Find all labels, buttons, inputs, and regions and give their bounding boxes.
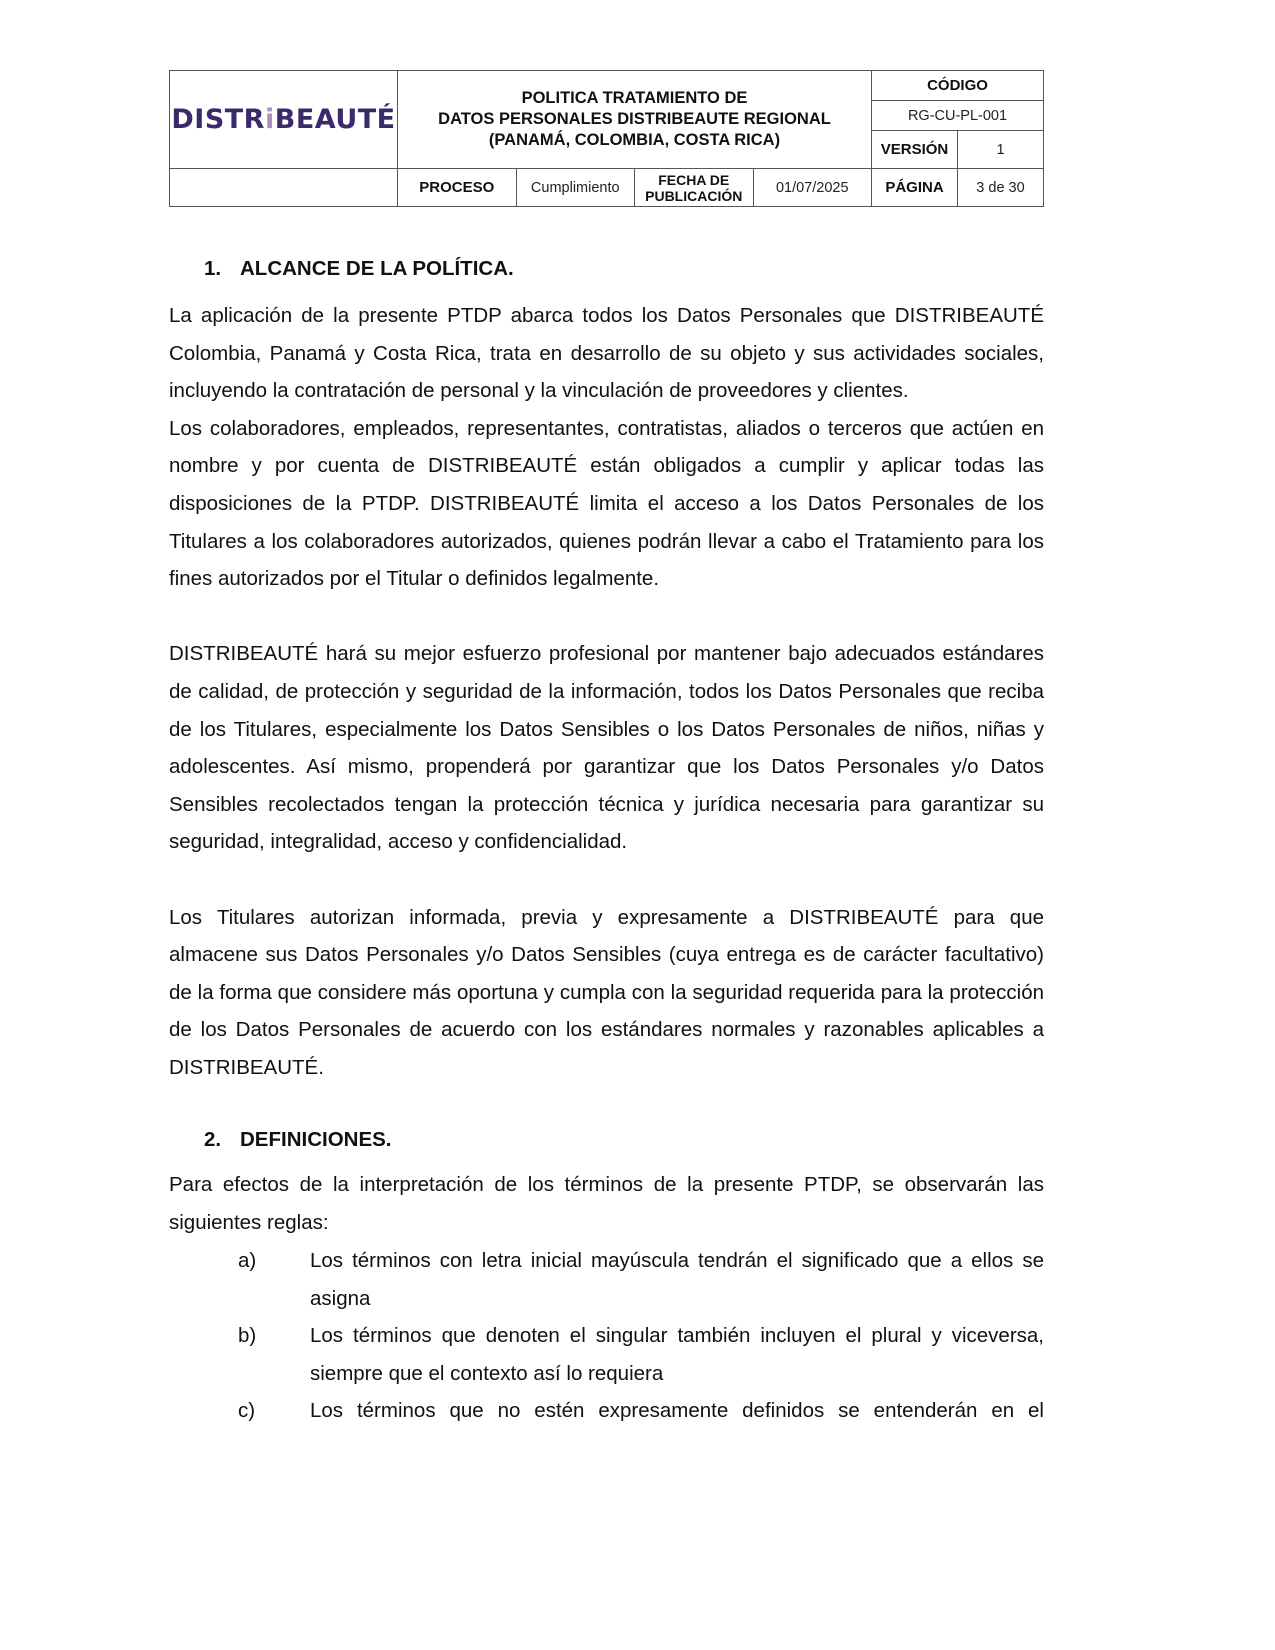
lipstick-icon: i — [264, 104, 275, 135]
section-1-heading: 1. ALCANCE DE LA POLÍTICA. — [204, 257, 514, 280]
codigo-label: CÓDIGO — [872, 71, 1044, 101]
paragraph: Los Titulares autorizan informada, previa y expresamente a DISTRIBEAUTÉ para que almacene sus Datos Personales y/o Datos Sensibles (cuya entrega es de carácter facultativo) de la forma que considere más oportuna y cumpla con la seguridad requerida para la protección de los Datos Personales de acuerdo con los estándares normales y razonables aplicables a DISTRIBEAUTÉ. — [169, 905, 1044, 1079]
paragraph: Para efectos de la interpretación de los términos de la presente PTDP, se observarán las siguientes reglas: — [169, 1173, 1044, 1234]
pagina-value: 3 de 30 — [958, 169, 1044, 207]
fecha-publicacion-label: FECHA DE PUBLICACIÓN — [635, 169, 754, 207]
list-item: b) Los términos que denoten el singular también incluyen el plural y viceversa, siempre que el contexto así lo requiera — [238, 1324, 1044, 1385]
distribeaute-logo: DISTRiBEAUTÉ — [171, 104, 396, 135]
proceso-label: PROCESO — [398, 169, 517, 207]
section-1-body — [169, 297, 1044, 1086]
rules-list — [238, 1242, 1044, 1430]
paragraph: Los colaboradores, empleados, representantes, contratistas, aliados o terceros que actúen en nombre y por cuenta de DISTRIBEAUTÉ están obligados a cumplir y aplicar todas las disposiciones de la PTDP. DISTRIBEAUTÉ limita el acceso a los Datos Personales de los Titulares a los colaboradores autorizados, quienes podrán llevar a cabo el Tratamiento para los fines autorizados por el Titular o definidos legalmente. — [169, 416, 1044, 591]
document-title: POLITICA TRATAMIENTO DE DATOS PERSONALES DISTRIBEAUTE REGIONAL (PANAMÁ, COLOMBIA, COSTA RICA) — [398, 71, 872, 169]
section-2-intro — [169, 1166, 1044, 1241]
logo-cell — [170, 71, 398, 169]
section-2-heading: 2. DEFINICIONES. — [204, 1128, 392, 1151]
list-item: a) Los términos con letra inicial mayúscula tendrán el significado que a ellos se asigna — [238, 1249, 1044, 1310]
fecha-publicacion-value: 01/07/2025 — [753, 169, 872, 207]
document-header-table — [169, 70, 1044, 207]
version-label: VERSIÓN — [872, 131, 958, 169]
pagina-label: PÁGINA — [872, 169, 958, 207]
paragraph: La aplicación de la presente PTDP abarca todos los Datos Personales que DISTRIBEAUTÉ Colombia, Panamá y Costa Rica, trata en desarrollo de su objeto y sus actividades sociales, incluyendo la contratación de personal y la vinculación de proveedores y clientes. — [169, 304, 1044, 403]
codigo-value: RG-CU-PL-001 — [872, 101, 1044, 131]
version-value: 1 — [958, 131, 1044, 169]
paragraph: DISTRIBEAUTÉ hará su mejor esfuerzo profesional por mantener bajo adecuados estándares de calidad, de protección y seguridad de la información, todos los Datos Personales que reciba de los Titulares, especialmente los Datos Sensibles o los Datos Personales de niños, niñas y adolescentes. Así mismo, propenderá por garantizar que los Datos Personales y/o Datos Sensibles recolectados tengan la protección técnica y jurídica necesaria para garantizar su seguridad, integralidad, acceso y confidencialidad. — [169, 642, 1044, 854]
list-item: c) Los términos que no estén expresamente definidos se entenderán en el — [238, 1399, 1044, 1423]
proceso-value: Cumplimiento — [516, 169, 635, 207]
